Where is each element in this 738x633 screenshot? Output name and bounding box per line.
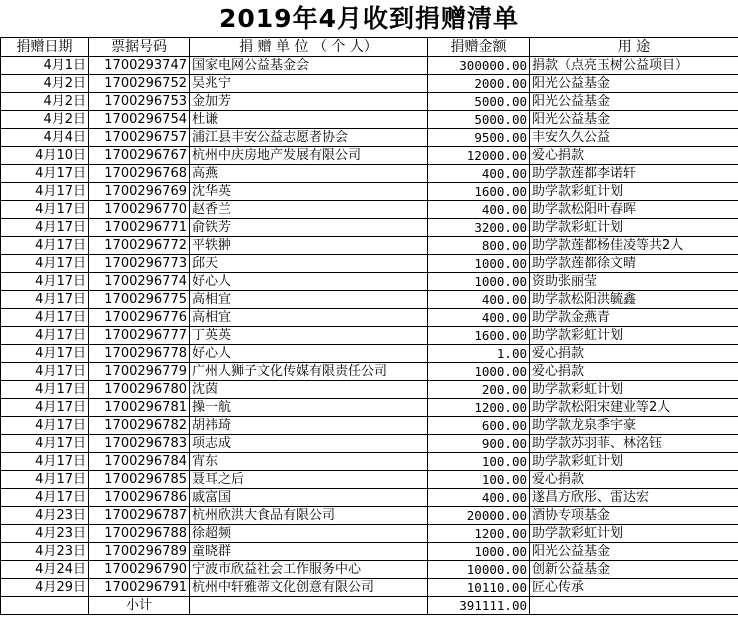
cell-use: 助学款莲都杨佳凌等共2人 [530,237,738,255]
cell-use: 助学款彩虹计划 [530,453,738,471]
cell-date: 4月23日 [1,543,89,561]
table-row [1,93,738,111]
header-date: 捐赠日期 [1,38,89,57]
cell-date: 4月17日 [1,363,89,381]
cell-use: 助学款龙泉季宇豪 [530,417,738,435]
table-row [1,237,738,255]
cell-unit: 吴兆宁 [190,75,428,93]
table-row [1,165,738,183]
cell-date: 4月1日 [1,57,89,75]
cell-amount: 1.00 [428,345,530,363]
total-empty-date [1,597,89,615]
cell-unit: 平轶翀 [190,237,428,255]
cell-use: 阳光公益基金 [530,93,738,111]
table-row [1,129,738,147]
cell-unit: 广州人狮子文化传媒有限责任公司 [190,363,428,381]
cell-amount: 400.00 [428,291,530,309]
cell-use: 助学款彩虹计划 [530,381,738,399]
total-amount: 391111.00 [428,597,530,615]
cell-amount: 800.00 [428,237,530,255]
cell-receipt-no: 1700296784 [89,453,190,471]
header-unit: 捐 赠 单 位 （ 个 人） [190,38,428,57]
cell-unit: 童晓群 [190,543,428,561]
cell-receipt-no: 1700296791 [89,579,190,597]
cell-receipt-no: 1700296787 [89,507,190,525]
cell-date: 4月29日 [1,579,89,597]
total-row [1,597,738,615]
cell-date: 4月17日 [1,309,89,327]
cell-amount: 10110.00 [428,579,530,597]
cell-unit: 高燕 [190,165,428,183]
table-row [1,327,738,345]
cell-receipt-no: 1700296773 [89,255,190,273]
cell-use: 爱心捐款 [530,471,738,489]
table-row [1,363,738,381]
cell-receipt-no: 1700296777 [89,327,190,345]
cell-receipt-no: 1700296786 [89,489,190,507]
table-row [1,561,738,579]
cell-date: 4月17日 [1,381,89,399]
cell-date: 4月17日 [1,237,89,255]
header-row [1,38,738,57]
total-empty-unit [190,597,428,615]
cell-use: 阳光公益基金 [530,111,738,129]
cell-unit: 金加芳 [190,93,428,111]
cell-amount: 1600.00 [428,183,530,201]
page-title: 2019年4月收到捐赠清单 [219,4,519,33]
cell-amount: 900.00 [428,435,530,453]
cell-amount: 400.00 [428,489,530,507]
table-row [1,417,738,435]
cell-date: 4月2日 [1,111,89,129]
table-row [1,273,738,291]
cell-amount: 2000.00 [428,75,530,93]
cell-date: 4月23日 [1,507,89,525]
cell-use: 助学款松阳宋建业等2人 [530,399,738,417]
cell-unit: 沈茵 [190,381,428,399]
cell-use: 阳光公益基金 [530,543,738,561]
table-row [1,345,738,363]
cell-date: 4月23日 [1,525,89,543]
cell-unit: 项志成 [190,435,428,453]
cell-amount: 400.00 [428,165,530,183]
cell-date: 4月17日 [1,471,89,489]
cell-use: 助学款彩虹计划 [530,327,738,345]
table-row [1,489,738,507]
table-row [1,579,738,597]
cell-receipt-no: 1700296776 [89,309,190,327]
table-row [1,75,738,93]
cell-use: 丰安久久公益 [530,129,738,147]
table-row [1,255,738,273]
cell-receipt-no: 1700296753 [89,93,190,111]
cell-use: 助学款苏羽菲、林洺钰 [530,435,738,453]
cell-amount: 1600.00 [428,327,530,345]
cell-unit: 俞铁芳 [190,219,428,237]
cell-receipt-no: 1700296788 [89,525,190,543]
cell-receipt-no: 1700296770 [89,201,190,219]
cell-amount: 400.00 [428,201,530,219]
table-row [1,309,738,327]
cell-amount: 1000.00 [428,255,530,273]
table-row [1,399,738,417]
cell-date: 4月17日 [1,399,89,417]
cell-amount: 1200.00 [428,399,530,417]
cell-receipt-no: 1700296771 [89,219,190,237]
cell-receipt-no: 1700296752 [89,75,190,93]
cell-use: 助学款彩虹计划 [530,219,738,237]
cell-use: 匠心传承 [530,579,738,597]
cell-unit: 操一航 [190,399,428,417]
table-row [1,543,738,561]
cell-unit: 浦江县丰安公益志愿者协会 [190,129,428,147]
cell-date: 4月17日 [1,201,89,219]
cell-amount: 100.00 [428,471,530,489]
cell-receipt-no: 1700296780 [89,381,190,399]
table-row [1,219,738,237]
cell-unit: 宵东 [190,453,428,471]
cell-use: 助学款金燕青 [530,309,738,327]
header-amount: 捐赠金额 [428,38,530,57]
cell-unit: 杭州中轩雅蒂文化创意有限公司 [190,579,428,597]
header-use: 用 途 [530,38,738,57]
donation-table [0,37,738,615]
cell-receipt-no: 1700296779 [89,363,190,381]
cell-date: 4月17日 [1,345,89,363]
table-row [1,435,738,453]
table-row [1,201,738,219]
cell-receipt-no: 1700293747 [89,57,190,75]
cell-use: 阳光公益基金 [530,75,738,93]
table-row [1,525,738,543]
cell-use: 捐款（点亮玉树公益项目） [530,57,738,75]
table-row [1,57,738,75]
cell-amount: 20000.00 [428,507,530,525]
cell-unit: 邱天 [190,255,428,273]
cell-use: 助学款彩虹计划 [530,183,738,201]
cell-use: 遂昌方欣彤、雷达宏 [530,489,738,507]
cell-use: 助学款莲都李诺轩 [530,165,738,183]
cell-unit: 戚富国 [190,489,428,507]
table-row [1,147,738,165]
cell-receipt-no: 1700296774 [89,273,190,291]
cell-amount: 10000.00 [428,561,530,579]
cell-unit: 高相宜 [190,291,428,309]
cell-date: 4月17日 [1,291,89,309]
cell-unit: 杭州欣洪大食品有限公司 [190,507,428,525]
cell-unit: 好心人 [190,273,428,291]
cell-amount: 400.00 [428,309,530,327]
cell-date: 4月2日 [1,75,89,93]
cell-date: 4月17日 [1,255,89,273]
cell-use: 创新公益基金 [530,561,738,579]
cell-receipt-no: 1700296783 [89,435,190,453]
cell-amount: 5000.00 [428,111,530,129]
cell-receipt-no: 1700296767 [89,147,190,165]
table-row [1,471,738,489]
cell-use: 助学款松阳洪毓鑫 [530,291,738,309]
cell-receipt-no: 1700296782 [89,417,190,435]
cell-unit: 胡祎琦 [190,417,428,435]
cell-date: 4月17日 [1,273,89,291]
cell-amount: 3200.00 [428,219,530,237]
cell-unit: 徐超频 [190,525,428,543]
cell-amount: 12000.00 [428,147,530,165]
cell-use: 资助张丽莹 [530,273,738,291]
cell-date: 4月10日 [1,147,89,165]
cell-use: 爱心捐款 [530,363,738,381]
cell-date: 4月17日 [1,453,89,471]
cell-use: 助学款莲都徐文晴 [530,255,738,273]
cell-receipt-no: 1700296769 [89,183,190,201]
cell-receipt-no: 1700296789 [89,543,190,561]
cell-date: 4月17日 [1,219,89,237]
cell-receipt-no: 1700296754 [89,111,190,129]
cell-date: 4月17日 [1,165,89,183]
cell-amount: 200.00 [428,381,530,399]
cell-amount: 300000.00 [428,57,530,75]
cell-unit: 高相宜 [190,309,428,327]
cell-date: 4月17日 [1,489,89,507]
cell-amount: 5000.00 [428,93,530,111]
table-row [1,183,738,201]
cell-use: 爱心捐款 [530,147,738,165]
cell-unit: 聂耳之后 [190,471,428,489]
cell-use: 助学款彩虹计划 [530,525,738,543]
cell-date: 4月17日 [1,417,89,435]
total-label: 小计 [89,597,190,615]
header-receipt-no: 票据号码 [89,38,190,57]
cell-unit: 赵香兰 [190,201,428,219]
cell-use: 助学款松阳叶春晖 [530,201,738,219]
cell-receipt-no: 1700296772 [89,237,190,255]
cell-date: 4月4日 [1,129,89,147]
cell-unit: 杜谦 [190,111,428,129]
cell-use: 酒协专项基金 [530,507,738,525]
cell-receipt-no: 1700296775 [89,291,190,309]
cell-date: 4月17日 [1,435,89,453]
cell-unit: 沈华英 [190,183,428,201]
cell-receipt-no: 1700296768 [89,165,190,183]
table-row [1,291,738,309]
cell-unit: 宁波市欣益社会工作服务中心 [190,561,428,579]
cell-date: 4月17日 [1,327,89,345]
cell-unit: 好心人 [190,345,428,363]
cell-receipt-no: 1700296785 [89,471,190,489]
cell-date: 4月24日 [1,561,89,579]
table-row [1,381,738,399]
cell-date: 4月17日 [1,183,89,201]
cell-receipt-no: 1700296778 [89,345,190,363]
cell-receipt-no: 1700296781 [89,399,190,417]
cell-unit: 杭州中庆房地产发展有限公司 [190,147,428,165]
cell-amount: 1000.00 [428,363,530,381]
cell-receipt-no: 1700296757 [89,129,190,147]
cell-amount: 1000.00 [428,273,530,291]
cell-amount: 9500.00 [428,129,530,147]
table-row [1,507,738,525]
cell-amount: 100.00 [428,453,530,471]
cell-amount: 600.00 [428,417,530,435]
table-row [1,453,738,471]
cell-date: 4月2日 [1,93,89,111]
cell-unit: 国家电网公益基金会 [190,57,428,75]
cell-unit: 丁英英 [190,327,428,345]
cell-amount: 1000.00 [428,543,530,561]
table-row [1,111,738,129]
cell-use: 爱心捐款 [530,345,738,363]
cell-amount: 1200.00 [428,525,530,543]
cell-receipt-no: 1700296790 [89,561,190,579]
total-empty-use [530,597,738,615]
